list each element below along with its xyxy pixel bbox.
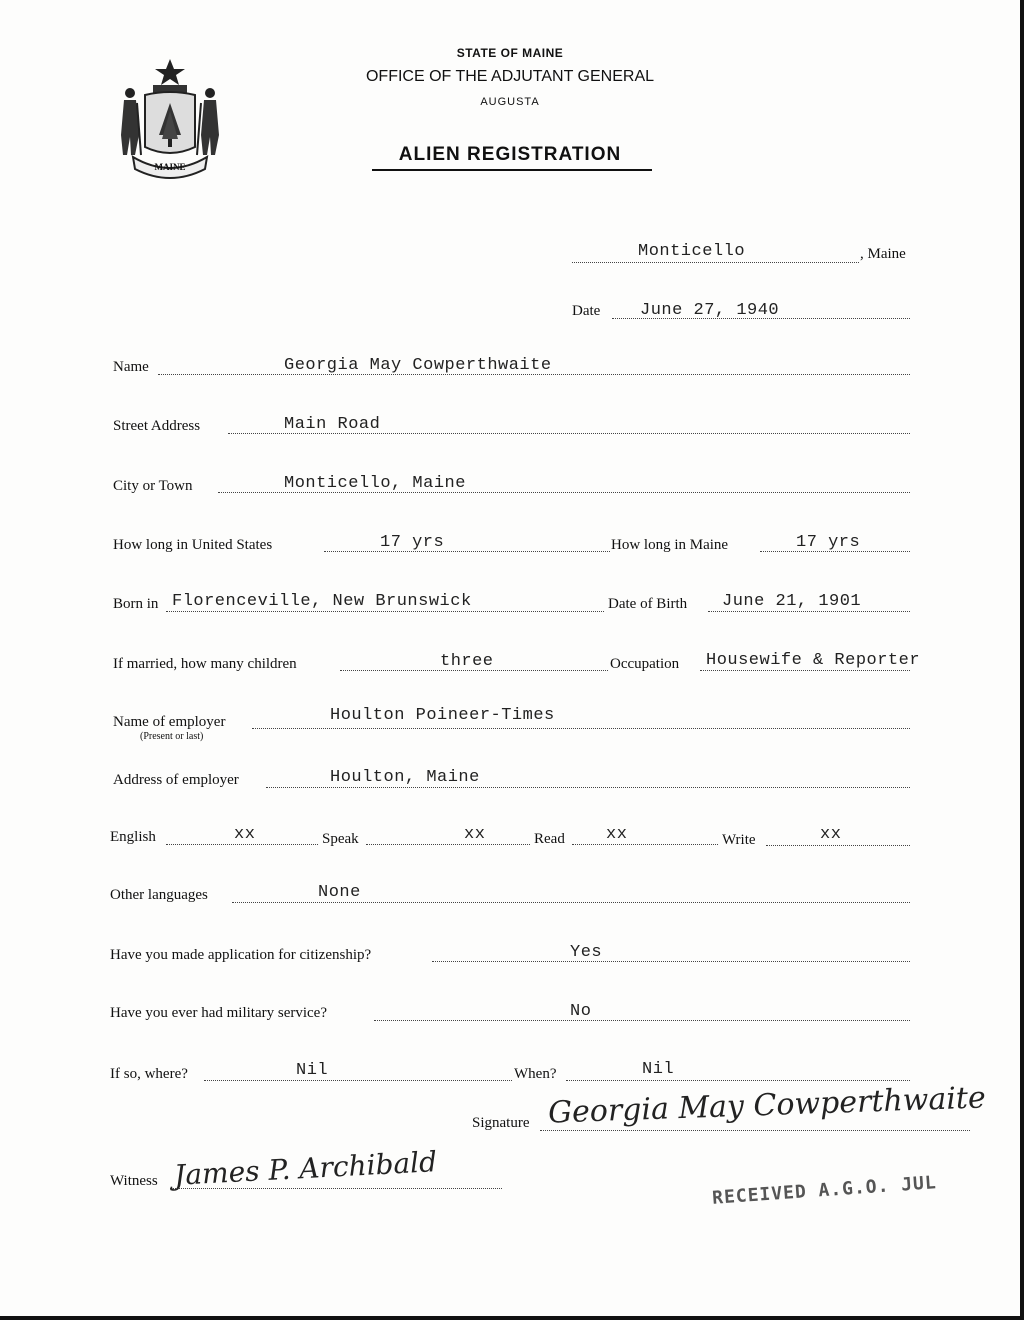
- occupation-value: Housewife & Reporter: [706, 651, 921, 670]
- where-value: Nil: [296, 1061, 329, 1080]
- english-label: English: [110, 829, 156, 845]
- scan-border-bottom: [0, 1316, 1024, 1320]
- how-long-us-value: 17 yrs: [380, 533, 445, 552]
- witness-signature: James P. Archibald: [173, 1145, 438, 1192]
- dob-value: June 21, 1901: [722, 592, 862, 611]
- other-languages-value: None: [318, 883, 361, 902]
- other-languages-label: Other languages: [110, 887, 208, 903]
- read-label: Read: [534, 831, 565, 847]
- when-value: Nil: [642, 1060, 675, 1079]
- occupation-label: Occupation: [610, 656, 680, 672]
- employer-value: Houlton Poineer-Times: [330, 706, 555, 725]
- citizenship-value: Yes: [570, 943, 603, 962]
- how-long-me-label: How long in Maine: [611, 537, 729, 553]
- header-city: AUGUSTA: [480, 96, 540, 108]
- header-state: STATE OF MAINE: [456, 46, 564, 60]
- write-value: xx: [820, 825, 842, 844]
- witness-label: Witness: [110, 1173, 158, 1189]
- read-value: xx: [606, 825, 628, 844]
- street-value: Main Road: [284, 415, 381, 434]
- when-label: When?: [514, 1066, 557, 1082]
- english-value: xx: [234, 825, 256, 844]
- employer-sublabel: (Present or last): [140, 731, 204, 742]
- born-value: Florenceville, New Brunswick: [172, 592, 472, 611]
- name-value: Georgia May Cowperthwaite: [284, 356, 552, 375]
- name-label: Name: [113, 359, 149, 375]
- how-long-us-label: How long in United States: [113, 537, 273, 553]
- employer-address-value: Houlton, Maine: [330, 768, 480, 787]
- scan-border-right: [1020, 0, 1024, 1320]
- speak-label: Speak: [322, 831, 359, 847]
- employer-label: Name of employer: [113, 714, 226, 730]
- children-label: If married, how many children: [113, 656, 297, 672]
- employer-address-label: Address of employer: [113, 772, 239, 788]
- form-title: ALIEN REGISTRATION: [398, 144, 622, 165]
- military-label: Have you ever had military service?: [110, 1005, 327, 1021]
- street-label: Street Address: [113, 418, 201, 434]
- town-value: Monticello: [638, 242, 746, 261]
- speak-value: xx: [464, 825, 486, 844]
- state-label: , Maine: [860, 246, 906, 262]
- date-label: Date: [572, 303, 601, 319]
- header-office: OFFICE OF THE ADJUTANT GENERAL: [365, 68, 655, 85]
- military-value: No: [570, 1002, 592, 1021]
- born-label: Born in: [113, 596, 159, 612]
- how-long-me-value: 17 yrs: [796, 533, 861, 552]
- seal-banner-text: MAINE: [154, 162, 186, 172]
- title-underline: [372, 169, 652, 171]
- city-label: City or Town: [113, 478, 193, 494]
- children-value: three: [440, 652, 494, 671]
- date-value: June 27, 1940: [640, 301, 780, 320]
- city-value: Monticello, Maine: [284, 474, 466, 493]
- where-label: If so, where?: [110, 1066, 188, 1082]
- signature-label: Signature: [472, 1115, 530, 1131]
- write-label: Write: [722, 832, 756, 848]
- applicant-signature: Georgia May Cowperthwaite: [547, 1080, 987, 1131]
- dob-label: Date of Birth: [608, 596, 688, 612]
- citizenship-label: Have you made application for citizenship?: [110, 947, 372, 963]
- received-stamp: RECEIVED A.G.O. JUL: [711, 1172, 938, 1209]
